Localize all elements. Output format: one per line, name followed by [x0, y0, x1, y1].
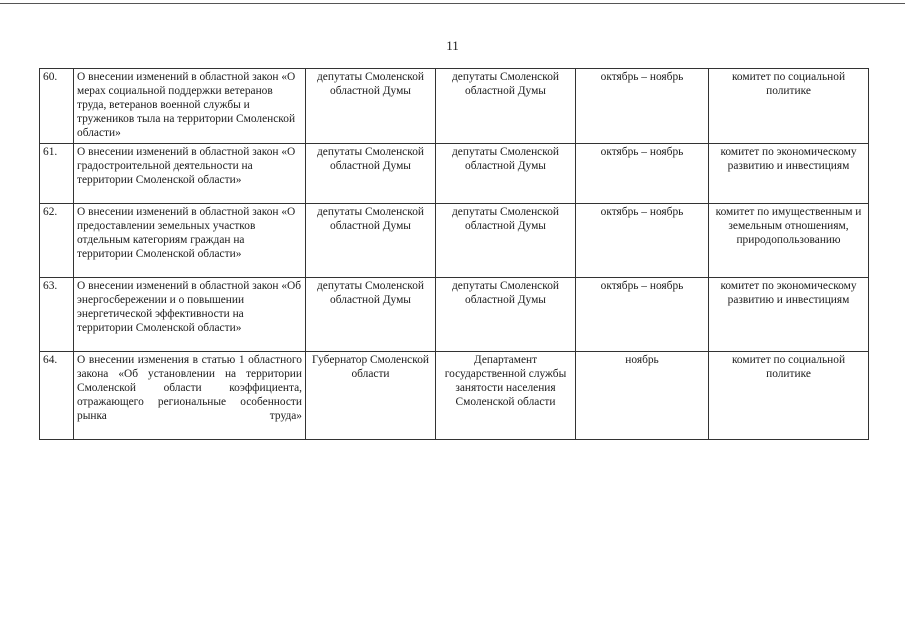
developer: Департамент государственной службы занятости населения Смоленской области — [436, 352, 576, 440]
legislative-plan-table — [39, 68, 869, 440]
developer: депутаты Смоленской областной Думы — [436, 69, 576, 144]
row-number: 61. — [40, 144, 74, 204]
developer: депутаты Смоленской областной Думы — [436, 278, 576, 352]
period: октябрь – ноябрь — [576, 69, 709, 144]
period: октябрь – ноябрь — [576, 144, 709, 204]
row-number: 62. — [40, 204, 74, 278]
page-number: 11 — [446, 38, 459, 53]
table-row — [40, 278, 869, 352]
committee: комитет по социальной политике — [709, 352, 869, 440]
committee: комитет по социальной политике — [709, 69, 869, 144]
period: октябрь – ноябрь — [576, 204, 709, 278]
bill-title: О внесении изменений в областной закон «О градостроительной деятельности на территории Смоленской области» — [74, 144, 306, 204]
committee: комитет по экономическому развитию и инвестициям — [709, 278, 869, 352]
period: октябрь – ноябрь — [576, 278, 709, 352]
table-row — [40, 69, 869, 144]
developer: депутаты Смоленской областной Думы — [436, 144, 576, 204]
table-row — [40, 144, 869, 204]
initiator: депутаты Смоленской областной Думы — [306, 278, 436, 352]
committee: комитет по имущественным и земельным отношениям, природопользованию — [709, 204, 869, 278]
developer: депутаты Смоленской областной Думы — [436, 204, 576, 278]
table-row — [40, 352, 869, 440]
committee: комитет по экономическому развитию и инвестициям — [709, 144, 869, 204]
initiator: депутаты Смоленской областной Думы — [306, 69, 436, 144]
row-number: 63. — [40, 278, 74, 352]
table-row — [40, 204, 869, 278]
row-number: 60. — [40, 69, 74, 144]
bill-title: О внесении изменения в статью 1 областного закона «Об установлении на территории Смоленской области коэффициента, отражающего региональные особенности рынка труда» — [74, 352, 306, 440]
bill-title: О внесении изменений в областной закон «О предоставлении земельных участков отдельным категориям граждан на территории Смоленской области» — [74, 204, 306, 278]
period: ноябрь — [576, 352, 709, 440]
initiator: депутаты Смоленской областной Думы — [306, 144, 436, 204]
initiator: депутаты Смоленской областной Думы — [306, 204, 436, 278]
top-rule — [0, 3, 905, 4]
bill-title: О внесении изменений в областной закон «Об энергосбережении и о повышении энергетической эффективности на территории Смоленской области» — [74, 278, 306, 352]
initiator: Губернатор Смоленской области — [306, 352, 436, 440]
bill-title: О внесении изменений в областной закон «О мерах социальной поддержки ветеранов труда, ветеранов военной службы и тружеников тыла на территории Смоленской области» — [74, 69, 306, 144]
row-number: 64. — [40, 352, 74, 440]
